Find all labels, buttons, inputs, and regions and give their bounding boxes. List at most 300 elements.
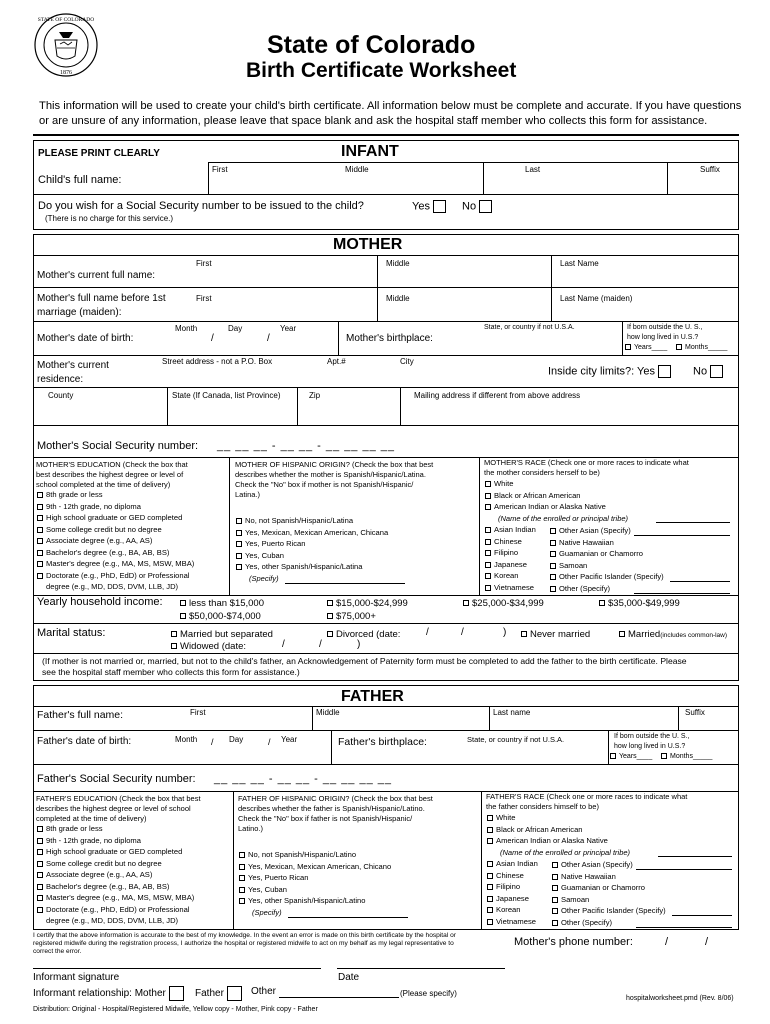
father-dob-day-label: Day [229,735,244,744]
f-race-left-option-1-checkbox[interactable] [487,861,493,867]
income-option-1-checkbox[interactable] [180,600,186,606]
f-race-right-option-3 [552,883,645,892]
f-race-right-5-line[interactable] [672,915,732,916]
father-ssn-label: Father's Social Security number: [37,773,196,785]
f-race-right-option-6-checkbox[interactable] [552,920,558,926]
ssn-no-checkbox[interactable] [479,200,492,213]
f-education-option-4-checkbox[interactable] [37,861,43,867]
m-hispanic-option-3-checkbox[interactable] [236,541,242,547]
infant-first-label: First [212,165,228,174]
mother-ssn-field[interactable]: __ __ __ - __ __ - __ __ __ __ [217,440,396,452]
income-option-4-checkbox[interactable] [599,600,605,606]
m-race-left-option-3 [485,548,518,557]
father-dob-slash-1: / [211,737,214,747]
m-education-option-1-label: 8th grade or less [46,490,103,499]
f-race-right-6-line[interactable] [636,927,732,928]
svg-text:STATE OF COLORADO: STATE OF COLORADO [37,17,95,23]
informant-relationship-father: Father [195,986,242,1001]
father-suffix-label: Suffix [685,708,705,717]
mother-dob-month-label: Month [175,324,198,333]
father-middle-label: Middle [316,708,340,717]
income-option-6: $75,000+ [336,611,376,622]
paternity-note-1: (If mother is not married or, married, but not to the child's father, an Acknowledgement of Paternity form must be completed to add the father to the birth certificate. Please [42,656,687,666]
m-race-left-option-6 [485,583,534,592]
f-education-option-1-label: 8th grade or less [46,824,103,833]
f-race-option-2-checkbox[interactable] [487,827,493,833]
print-clearly-label: PLEASE PRINT CLEARLY [38,148,160,159]
f-education-option-3-label: High school graduate or GED completed [46,847,183,856]
m-education-option-5-label: Associate degree (e.g., AA, AS) [46,536,153,545]
m-race-option-1-label: White [494,479,514,488]
father-years-lived: Years____ [610,753,652,760]
f-education-option-4-label: Some college credit but no degree [46,858,162,868]
divorced-checkbox[interactable] [327,631,333,637]
mother-ssn-label: Mother's Social Security number: [37,440,199,452]
f-education-option-4 [37,859,162,868]
mother-months-lived: Months_____ [676,344,727,351]
mother-name-before-label-1: Mother's full name before 1st [37,293,166,304]
income-option-3: $25,000-$34,999 [472,598,544,609]
mother-phone-slash-1: / [665,936,669,948]
ssn-question: Do you wish for a Social Security number to be issued to the child? [38,200,364,212]
f-race-right-1-line[interactable] [636,869,732,870]
married-separated-checkbox[interactable] [171,631,177,637]
f-education-option-8-checkbox[interactable] [37,907,43,913]
m-hispanic-specify-line[interactable] [285,583,405,584]
m-education-option-6-checkbox[interactable] [37,550,43,556]
m-race-left-option-5-checkbox[interactable] [485,573,491,579]
f-hispanic-option-1-checkbox[interactable] [239,852,245,858]
document-id: hospitalworksheet.pmd (Rev. 8/06) [626,995,734,1002]
f-race-right-option-1-checkbox[interactable] [552,862,558,868]
intro-line-2: or are unsure of any information, please leave that space blank and ask the hospital staff member who collects this form for assistance. [39,115,708,127]
mother-dob-slash-2: / [267,333,270,344]
f-hispanic-heading-4: Latino.) [238,824,264,833]
m-race-left-option-4-label: Japanese [494,559,527,569]
distribution-note: Distribution: Original - Hospital/Registered Midwife, Yellow copy - Mother, Pink copy - Father [33,1006,318,1013]
svg-text:1876: 1876 [60,70,72,76]
m-race-left-option-1-checkbox[interactable] [485,527,491,533]
f-race-left-option-3-label: Filipino [496,882,521,891]
mother-residence-label-1: Mother's current [37,360,109,371]
f-education-heading-3: completed at the time of delivery) [36,814,147,823]
f-race-left-option-5-label: Korean [496,905,521,914]
m-race-option-3-label: American Indian or Alaska Native [494,502,606,511]
m-hispanic-option-2-checkbox[interactable] [236,530,242,536]
state-seal [33,12,99,78]
marital-status-label: Marital status: [37,627,106,639]
m-race-left-option-6-checkbox[interactable] [485,585,491,591]
ssn-yes-checkbox[interactable] [433,200,446,213]
f-education-option-1 [37,824,103,833]
father-dob-year-label: Year [281,735,298,744]
m-race-left-option-2-checkbox[interactable] [485,539,491,545]
f-race-left-option-2-label: Chinese [496,870,524,880]
m-education-option-1 [37,490,103,499]
m-education-option-8-checkbox[interactable] [37,573,43,579]
f-hispanic-option-5 [239,896,366,905]
income-option-5: $50,000-$74,000 [189,611,261,622]
mother-dob-label: Mother's date of birth: [37,333,134,344]
m-race-heading-2: the mother considers herself to be) [484,468,600,477]
f-hispanic-option-5-label: Yes, other Spanish/Hispanic/Latino [248,896,366,905]
mother-zip-label: Zip [309,391,321,400]
other-relationship-line[interactable] [279,997,399,998]
father-born-outside-2: how long lived in U.S.? [614,743,686,750]
f-race-heading-1: FATHER'S RACE (Check one or more races to indicate what [486,792,688,801]
m-hispanic-option-3 [236,539,306,548]
infant-suffix-label: Suffix [700,165,720,174]
mother-phone-label: Mother's phone number: [514,936,633,948]
f-hispanic-option-3 [239,873,309,882]
date-label: Date [338,972,360,983]
f-education-option-7 [37,893,194,902]
divorced-close: ) [503,627,507,638]
inside-city-limits-no: No [693,365,723,378]
f-race-right-option-5-checkbox[interactable] [552,908,558,914]
f-education-heading-1: FATHER'S EDUCATION (Check the box that best [36,794,201,803]
f-race-option-1 [487,813,515,822]
m-education-option-3-checkbox[interactable] [37,515,43,521]
signature-line[interactable] [33,968,321,969]
divorced-slash-2: / [461,627,464,638]
mother-state-country-label: State, or country if not U.S.A. [484,324,575,331]
father-dob-month-label: Month [175,735,198,744]
f-race-left-option-6-checkbox[interactable] [487,919,493,925]
m-race-left-option-1-label: Asian Indian [494,525,536,534]
mother-years-checkbox[interactable] [625,344,631,350]
m-race-option-1 [485,479,513,488]
f-education-option-2-label: 9th - 12th grade, no diploma [46,835,141,845]
m-education-option-5-checkbox[interactable] [37,538,43,544]
father-dob-slash-2: / [268,737,271,747]
m-education-option-7 [37,559,194,568]
intro-line-1: This information will be used to create your child's birth certificate. All information below must be complete and accurate. If you have questions [39,100,742,112]
father-months-checkbox[interactable] [661,753,667,759]
f-race-option-1-label: White [496,813,516,822]
f-race-option-1-checkbox[interactable] [487,815,493,821]
income-option-3-checkbox[interactable] [463,600,469,606]
f-hispanic-specify: (Specify) [252,908,282,917]
widowed-slash-1: / [282,639,285,650]
m-race-right-option-6-checkbox[interactable] [550,586,556,592]
relationship-mother-checkbox[interactable] [169,986,184,1001]
certify-line-3: correct the error. [33,948,82,955]
f-race-option-3-label: American Indian or Alaska Native [496,836,608,845]
m-education-option-2-checkbox[interactable] [37,504,43,510]
ssn-note: (There is no charge for this service.) [45,214,174,223]
mother-months-checkbox[interactable] [676,344,682,350]
m-education-option-9 [37,582,178,591]
certify-line-2: registered midwife during the registration process, I authorize the hospital or registered midwife to act on my behalf as my legal representative to [33,940,454,947]
m-race-option-2-checkbox[interactable] [485,493,491,499]
m-race-left-option-2-label: Chinese [494,536,522,546]
mother-years-lived: Years____ [625,344,667,351]
m-race-left-option-4 [485,560,527,569]
f-hispanic-option-5-checkbox[interactable] [239,898,245,904]
income-option-2-checkbox[interactable] [327,600,333,606]
m-education-option-4-label: Some college credit but no degree [46,524,162,534]
f-race-right-option-6 [552,918,612,927]
f-race-right-option-4-label: Samoan [561,894,590,904]
widowed-label: Widowed (date: [180,641,247,652]
mother-street-label: Street address - not a P.O. Box [162,357,273,366]
m-race-right-5-line[interactable] [670,581,730,582]
inside-city-no-checkbox[interactable] [710,365,723,378]
f-education-option-5-checkbox[interactable] [37,872,43,878]
m-race-right-option-6 [550,584,610,593]
f-education-option-5 [37,870,152,879]
m-hispanic-option-4-label: Yes, Cuban [245,550,284,560]
m-hispanic-option-2-label: Yes, Mexican, Mexican American, Chicana [245,527,389,537]
mother-maiden-label: Last Name (maiden) [560,294,633,303]
m-hispanic-option-1 [236,516,353,525]
f-race-left-option-5-checkbox[interactable] [487,907,493,913]
m-hispanic-option-4-checkbox[interactable] [236,553,242,559]
f-education-option-6-label: Bachelor's degree (e.g., BA, AB, BS) [46,881,170,891]
m-race-left-option-4-checkbox[interactable] [485,562,491,568]
child-full-name-label: Child's full name: [38,174,122,186]
mother-apt-label: Apt.# [327,357,346,366]
f-hispanic-option-2-checkbox[interactable] [239,864,245,870]
m-race-left-option-3-checkbox[interactable] [485,550,491,556]
m-hispanic-heading-1: MOTHER OF HISPANIC ORIGIN? (Check the box that best [235,460,434,469]
f-hispanic-option-1 [239,850,356,859]
m-race-option-3-checkbox[interactable] [485,504,491,510]
f-education-option-2 [37,836,141,845]
m-race-left-option-6-label: Vietnamese [494,582,534,592]
widowed-close: ) [357,639,361,650]
m-race-right-option-2-label: Native Hawaiian [559,537,614,547]
relationship-father-checkbox[interactable] [227,986,242,1001]
m-race-left-option-1 [485,525,536,534]
m-race-option-2-label: Black or African American [494,490,581,500]
f-hispanic-option-1-label: No, not Spanish/Hispanic/Latino [248,850,357,859]
f-race-option-2 [487,825,583,834]
m-race-right-6-line[interactable] [634,593,730,594]
married-common-law-note: (includes common-law) [660,632,728,639]
m-education-option-6 [37,548,169,557]
mother-last-label: Last Name [560,259,599,268]
f-education-option-3-checkbox[interactable] [37,849,43,855]
mother-before-middle-label: Middle [386,294,410,303]
f-education-option-6-checkbox[interactable] [37,884,43,890]
father-birthplace-label: Father's birthplace: [338,736,427,748]
m-race-right-option-4-label: Samoan [559,560,588,570]
m-education-option-7-checkbox[interactable] [37,561,43,567]
income-option-1: less than $15,000 [189,598,265,609]
divorced-label: Divorced (date: [336,629,401,640]
mother-born-outside-2: how long lived in U.S.? [627,334,699,341]
f-race-option-3-checkbox[interactable] [487,838,493,844]
m-race-right-option-6-label: Other (Specify) [559,583,611,593]
f-education-heading-2: describes the highest degree or level of school [36,804,191,813]
m-race-right-option-5-label: Other Pacific Islander (Specify) [559,572,664,581]
mother-name-before-label-2: marriage (maiden): [37,307,122,318]
f-education-option-6 [37,882,169,891]
m-hispanic-option-5-checkbox[interactable] [236,564,242,570]
f-race-right-option-6-label: Other (Specify) [561,917,613,927]
f-hispanic-heading-1: FATHER OF HISPANIC ORIGIN? (Check the box that best [238,794,433,803]
f-education-option-8-label: Doctorate (e.g., PhD, EdD) or Professional [46,904,190,914]
m-race-right-option-3-label: Guamanian or Chamorro [559,549,643,558]
f-race-left-option-3-checkbox[interactable] [487,884,493,890]
father-months-lived: Months_____ [661,753,712,760]
m-education-option-3-label: High school graduate or GED completed [46,513,183,522]
income-option-5-checkbox[interactable] [180,613,186,619]
f-race-right-option-1 [552,860,633,869]
mother-middle-label: Middle [386,259,410,268]
certify-line-1: I certify that the above information is accurate to the best of my knowledge. In the event an error is made on this birth certificate by the hospital or [33,932,456,939]
f-hispanic-option-2-label: Yes, Mexican, Mexican American, Chicano [248,861,392,871]
m-race-right-option-4-checkbox[interactable] [550,563,556,569]
m-hispanic-heading-2: describes whether the mother is Spanish/Hispanic/Latina. [235,470,426,479]
f-education-option-5-label: Associate degree (e.g., AA, AS) [46,870,153,879]
mother-dob-day-label: Day [228,324,243,333]
divorced-slash-1: / [426,627,429,638]
widowed-slash-2: / [319,639,322,650]
f-race-left-option-2-checkbox[interactable] [487,873,493,879]
inside-city-limits-yes: Inside city limits?: Yes [548,365,671,378]
f-education-option-7-label: Master's degree (e.g., MA, MS, MSW, MBA) [46,893,195,902]
m-race-tribe-line[interactable] [656,522,730,523]
m-race-right-option-3 [550,549,643,558]
f-education-option-1-checkbox[interactable] [37,826,43,832]
m-race-right-option-2 [550,538,614,547]
m-education-option-1-checkbox[interactable] [37,492,43,498]
m-education-heading-1: MOTHER'S EDUCATION (Check the box that [36,460,188,469]
father-heading: FATHER [341,688,404,705]
f-race-right-option-2 [552,872,616,881]
f-education-option-3 [37,847,182,856]
m-hispanic-specify: (Specify) [249,574,279,583]
m-race-left-option-5 [485,571,519,580]
m-education-option-7-label: Master's degree (e.g., MA, MS, MSW, MBA) [46,559,195,568]
m-hispanic-option-1-checkbox[interactable] [236,518,242,524]
m-race-right-option-4 [550,561,587,570]
f-hispanic-option-3-checkbox[interactable] [239,875,245,881]
m-race-tribe: (Name of the enrolled or principal tribe) [498,514,629,523]
f-education-option-2-checkbox[interactable] [37,838,43,844]
m-hispanic-option-4 [236,551,284,560]
infant-heading: INFANT [341,143,399,160]
married-separated-label: Married but separated [180,629,273,640]
f-race-right-option-5-label: Other Pacific Islander (Specify) [561,906,666,915]
income-option-6-checkbox[interactable] [327,613,333,619]
mother-born-outside-1: If born outside the U. S., [627,324,703,331]
m-race-right-option-1 [550,526,631,535]
f-hispanic-option-4-checkbox[interactable] [239,887,245,893]
widowed-checkbox[interactable] [171,643,177,649]
f-race-left-option-4 [487,894,529,903]
m-hispanic-heading-3: Check the "No" box if mother is not Spanish/Hispanic/ [235,480,414,489]
f-race-right-option-4-checkbox[interactable] [552,897,558,903]
m-hispanic-option-2 [236,528,388,537]
f-hispanic-option-2 [239,862,391,871]
f-race-right-option-2-label: Native Hawaiian [561,871,616,881]
m-education-option-5 [37,536,152,545]
m-hispanic-option-3-label: Yes, Puerto Rican [245,539,306,548]
father-state-country-label: State, or country if not U.S.A. [467,735,565,744]
mother-first-label: First [196,259,212,268]
m-race-right-1-line[interactable] [634,535,730,536]
mother-city-label: City [400,357,414,366]
m-race-left-option-3-label: Filipino [494,548,519,557]
f-race-option-2-label: Black or African American [496,824,583,834]
m-hispanic-option-1-label: No, not Spanish/Hispanic/Latina [245,516,354,525]
never-married-label: Never married [530,629,591,640]
m-race-heading-1: MOTHER'S RACE (Check one or more races to indicate what [484,458,689,467]
m-education-option-3 [37,513,182,522]
m-race-right-option-3-checkbox[interactable] [550,551,556,557]
f-race-tribe-line[interactable] [658,856,732,857]
never-married-checkbox[interactable] [521,631,527,637]
m-race-option-1-checkbox[interactable] [485,481,491,487]
f-race-right-option-3-checkbox[interactable] [552,885,558,891]
father-born-outside-1: If born outside the U. S., [614,733,690,740]
page-subtitle: Birth Certificate Worksheet [246,59,517,82]
f-race-right-option-1-label: Other Asian (Specify) [561,860,633,869]
f-race-left-option-2 [487,871,524,880]
f-hispanic-option-4 [239,885,287,894]
f-education-option-9 [37,916,178,925]
paternity-note-2: see the hospital staff member who collects this form for assistance.) [42,667,300,677]
inside-city-yes-checkbox[interactable] [658,365,671,378]
father-last-label: Last name [493,708,531,717]
mother-before-first-label: First [196,294,212,303]
f-race-left-option-4-checkbox[interactable] [487,896,493,902]
income-label: Yearly household income: [37,596,163,608]
income-option-2: $15,000-$24,999 [336,598,408,609]
f-race-right-option-3-label: Guamanian or Chamorro [561,883,645,892]
f-hispanic-heading-3: Check the "No" box if father is not Spanish/Hispanic/ [238,814,413,823]
m-education-option-6-label: Bachelor's degree (e.g., BA, AB, BS) [46,547,170,557]
m-race-right-option-2-checkbox[interactable] [550,540,556,546]
m-race-right-option-5 [550,572,664,581]
f-education-option-7-checkbox[interactable] [37,895,43,901]
m-race-right-option-5-checkbox[interactable] [550,574,556,580]
mother-residence-label-2: residence: [37,374,84,385]
date-line[interactable] [337,968,505,969]
informant-relationship-other: Other [251,986,277,997]
f-hispanic-specify-line[interactable] [288,917,408,918]
father-years-checkbox[interactable] [610,753,616,759]
mother-heading: MOTHER [333,236,403,253]
m-education-option-2 [37,502,141,511]
f-hispanic-heading-2: describes whether the father is Spanish/Hispanic/Latino. [238,804,425,813]
m-race-right-option-1-label: Other Asian (Specify) [559,526,631,535]
mother-state-label: State (If Canada, list Province) [172,391,281,400]
m-education-heading-3: school completed at the time of delivery) [36,480,171,489]
married-label: Married [628,629,661,640]
m-education-option-9-label: degree (e.g., MD, DDS, DVM, LLB, JD) [46,582,179,591]
f-race-right-option-2-checkbox[interactable] [552,874,558,880]
father-ssn-field[interactable]: __ __ __ - __ __ - __ __ __ __ [214,773,393,785]
ssn-yes-label: Yes [412,200,446,213]
f-hispanic-option-4-label: Yes, Cuban [248,884,287,894]
married-checkbox[interactable] [619,631,625,637]
mother-current-name-label: Mother's current full name: [37,270,156,281]
father-first-label: First [190,708,206,717]
m-education-option-2-label: 9th - 12th grade, no diploma [46,501,141,511]
f-race-left-option-6 [487,917,536,926]
m-education-option-4-checkbox[interactable] [37,527,43,533]
f-education-option-9-label: degree (e.g., MD, DDS, DVM, LLB, JD) [46,916,179,925]
m-race-right-option-1-checkbox[interactable] [550,528,556,534]
child-full-name-field[interactable] [210,176,480,193]
f-race-left-option-1-label: Asian Indian [496,859,538,868]
f-education-option-8 [37,905,190,914]
